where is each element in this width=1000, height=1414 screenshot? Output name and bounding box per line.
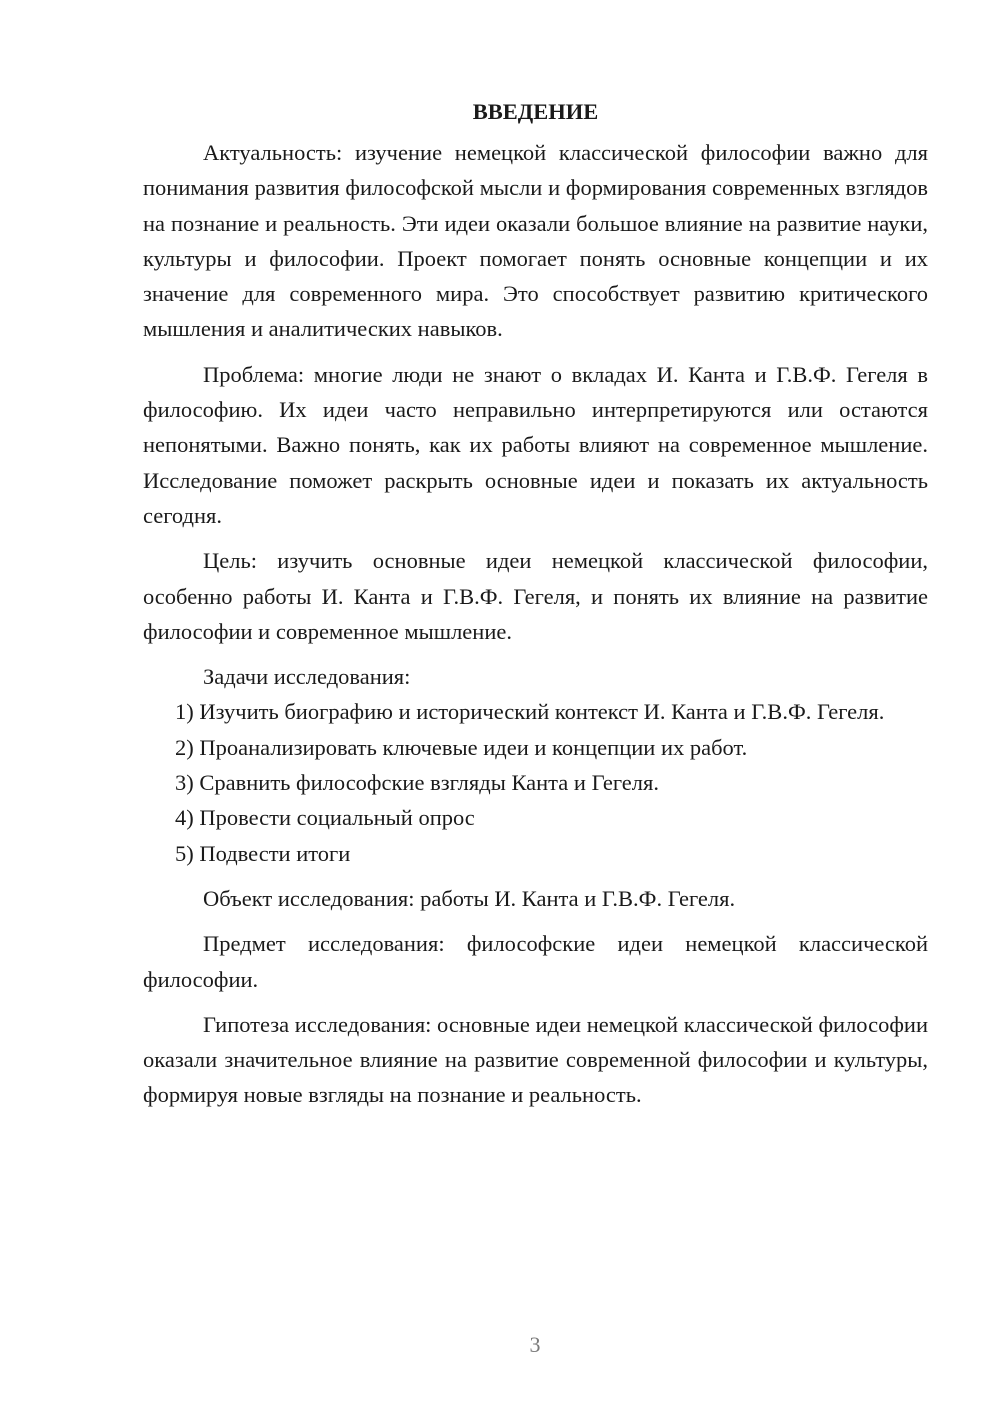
task-item: 2) Проанализировать ключевые идеи и концепции их работ. [175,734,748,760]
paragraph-goal: Цель: изучить основные идеи немецкой классической философии, особенно работы И. Канта и Г.В.Ф. Гегеля, и понять их влияние на развитие философии и современное мышление. [143,548,928,644]
tasks-list [143,694,928,870]
paragraph-subject: Предмет исследования: философские идеи немецкой классической философии. [143,931,928,992]
paragraph-problem: Проблема: многие люди не знают о вкладах И. Канта и Г.В.Ф. Гегеля в философию. Их идеи часто неправильно интерпретируются или остаются непонятыми. Важно понять, как их работы влияют на современное мышление. Исследование поможет раскрыть основные идеи и показать их актуальность сегодня. [143,361,928,528]
paragraph-object: Объект исследования: работы И. Канта и Г.В.Ф. Гегеля. [203,885,736,911]
paragraph-hypothesis: Гипотеза исследования: основные идеи немецкой классической философии оказали значительное влияние на развитие современной философии и культуры, формируя новые взгляды на познание и реальность. [143,1011,928,1108]
task-item: 3) Сравнить философские взгляды Канта и Гегеля. [175,770,659,796]
page-number: 3 [529,1332,541,1357]
paragraph-relevance: Актуальность: изучение немецкой классической философии важно для понимания развития философской мысли и формирования современных взглядов на познание и реальность. Эти идеи оказали большое влияние на развитие науки, культуры и философии. Проект помогает понять основные концепции и их значение для современного мира. Это способствует развитию критического мышления и аналитических навыков. [143,140,928,342]
section-title: ВВЕДЕНИЕ [472,99,599,124]
tasks-heading: Задачи исследования: [203,664,411,690]
page-content [143,94,928,1113]
task-item: 4) Провести социальный опрос [175,805,475,831]
task-item: 5) Подвести итоги [175,840,351,866]
task-item: 1) Изучить биографию и исторический контекст И. Канта и Г.В.Ф. Гегеля. [175,699,885,725]
